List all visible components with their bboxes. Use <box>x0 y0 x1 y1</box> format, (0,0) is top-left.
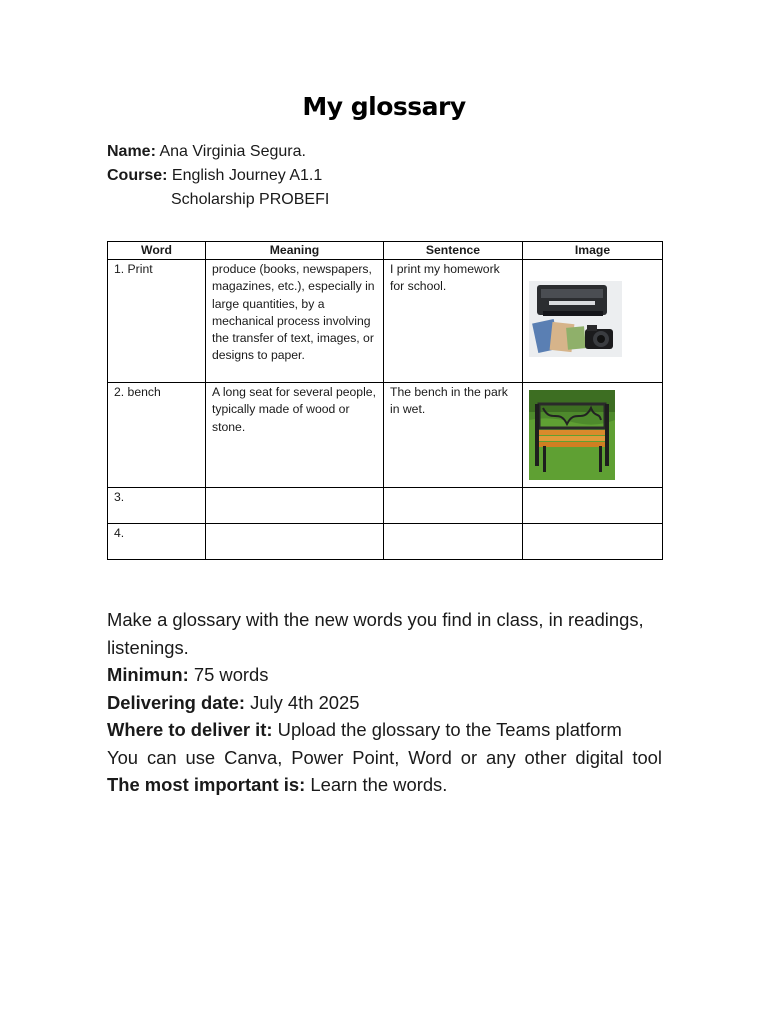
table-row <box>108 260 663 383</box>
course-value: English Journey A1.1 <box>171 167 323 184</box>
image-cell <box>523 260 663 383</box>
date-label: Delivering date: <box>107 691 245 713</box>
image-cell <box>523 524 663 560</box>
name-line <box>107 140 329 164</box>
word-cell: 2. bench <box>108 383 206 488</box>
table-header-row <box>108 242 663 260</box>
tools-line: You can use Canva, Power Point, Word or any other digital tool <box>107 746 662 768</box>
minimum-value: 75 words <box>193 664 269 685</box>
minimum-line <box>107 661 662 689</box>
image-cell <box>523 383 663 488</box>
sentence-cell <box>384 524 523 560</box>
date-line <box>107 689 662 717</box>
image-cell <box>523 488 663 524</box>
glossary-table <box>107 241 663 560</box>
name-label: Name: <box>107 143 156 160</box>
table-row <box>108 383 663 488</box>
header-word: Word <box>108 242 206 260</box>
meaning-cell: produce (books, newspapers, magazines, etc.), especially in large quantities, by a mechanical process involving the transfer of text, images, or designs to paper. <box>206 260 384 383</box>
instructions-intro: Make a glossary with the new words you find in class, in readings, listenings. <box>107 609 644 658</box>
sentence-cell <box>384 488 523 524</box>
course-line-2: Scholarship PROBEFI <box>171 191 330 208</box>
header-meaning: Meaning <box>206 242 384 260</box>
name-value: Ana Virginia Segura. <box>159 143 306 160</box>
important-line <box>107 771 662 799</box>
header-sentence: Sentence <box>384 242 523 260</box>
word-cell: 1. Print <box>108 260 206 383</box>
table-row <box>108 524 663 560</box>
where-line <box>107 716 662 744</box>
where-value: Upload the glossary to the Teams platform <box>277 719 622 740</box>
course-line <box>107 164 329 188</box>
important-value: Learn the words. <box>310 774 448 795</box>
word-cell: 3. <box>108 488 206 524</box>
meaning-cell <box>206 524 384 560</box>
sentence-cell: The bench in the park in wet. <box>384 383 523 488</box>
park-bench-photo <box>529 390 615 480</box>
student-info <box>107 140 329 212</box>
printer-photo <box>529 281 622 357</box>
table-row <box>108 488 663 524</box>
header-image: Image <box>523 242 663 260</box>
date-value: July 4th 2025 <box>250 691 360 713</box>
where-label: Where to deliver it: <box>107 719 273 740</box>
important-label: The most important is: <box>107 774 306 795</box>
page-title: My glossary <box>302 92 466 121</box>
course-label: Course: <box>107 167 168 184</box>
meaning-cell: A long seat for several people, typically made of wood or stone. <box>206 383 384 488</box>
word-cell: 4. <box>108 524 206 560</box>
sentence-cell: I print my homework for school. <box>384 260 523 383</box>
instructions <box>107 606 662 799</box>
meaning-cell <box>206 488 384 524</box>
minimum-label: Minimun: <box>107 664 189 685</box>
